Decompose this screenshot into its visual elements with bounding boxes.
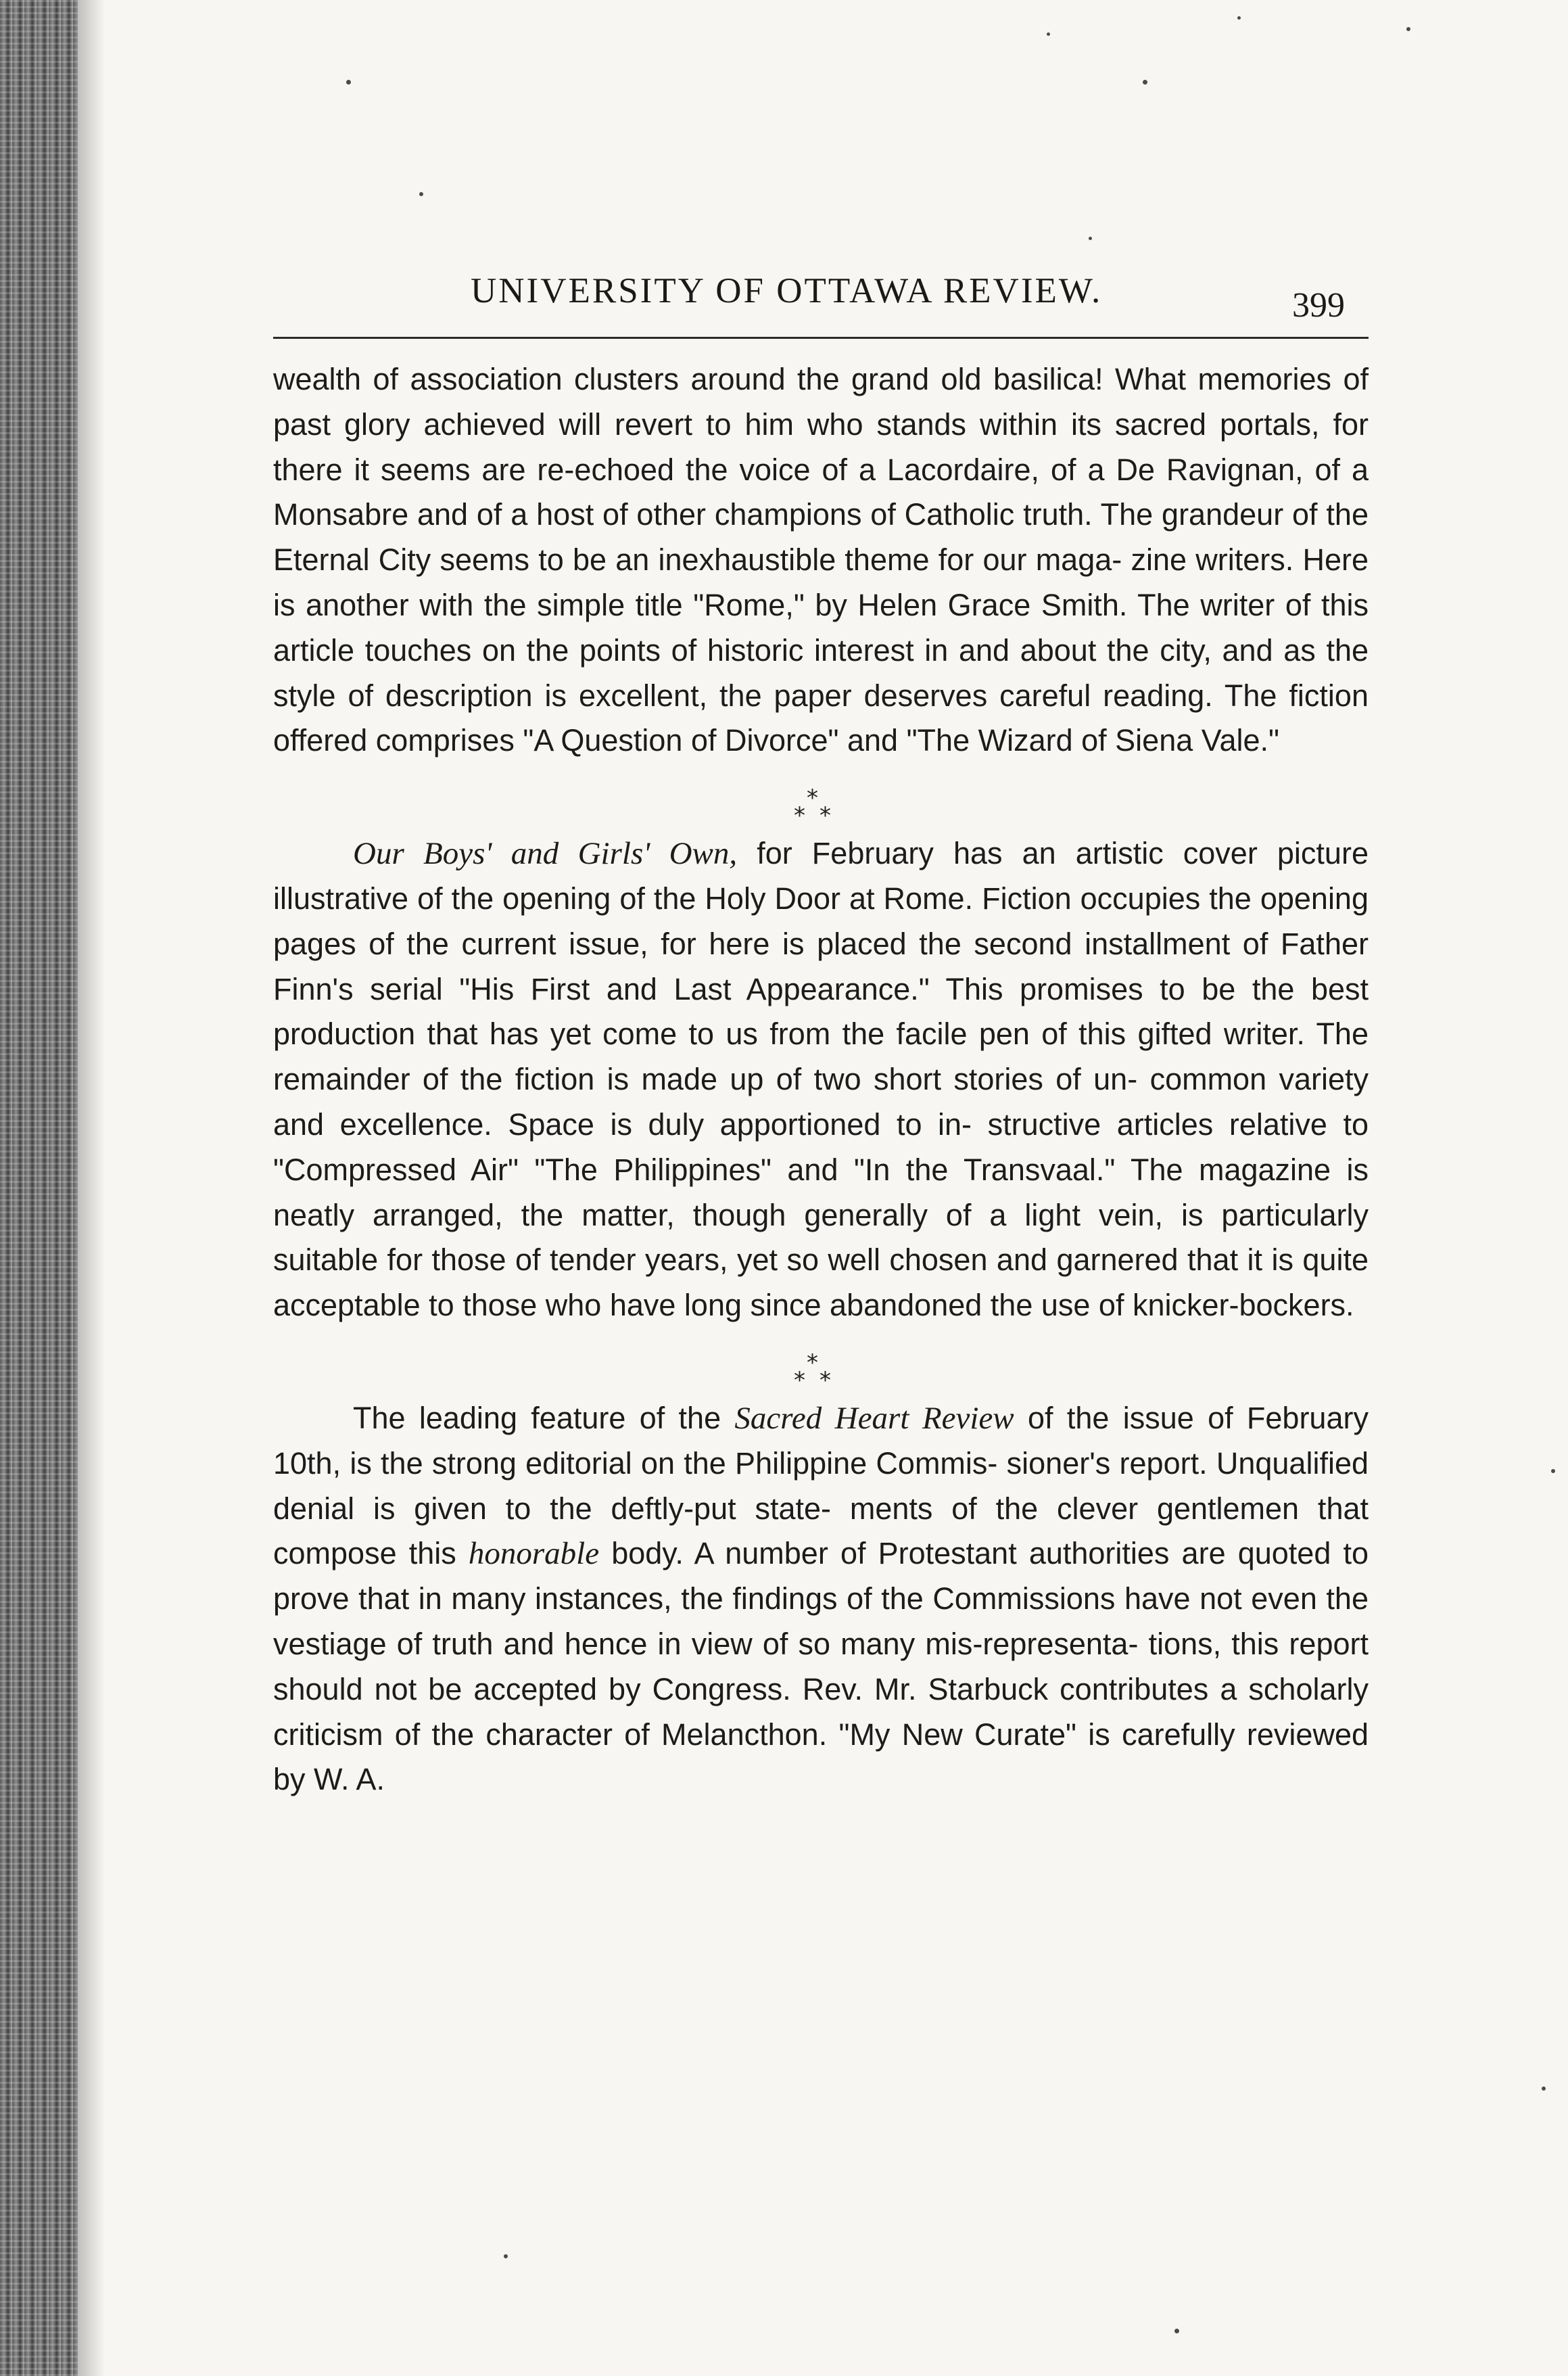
text-line: Wizard of Siena Vale." (978, 723, 1279, 758)
article-body (273, 357, 1369, 1802)
magazine-title: Sacred Heart Review (734, 1400, 1014, 1436)
magazine-title: Our Boys' and Girls' Own, (353, 836, 738, 872)
text-line: sioner's report. Unqualified denial is given to the deftly-put state- (273, 1445, 1369, 1526)
text-line: and "In the Transvaal." The magazine is neatly arranged, the (273, 1152, 1369, 1232)
text-line: points of historic interest in and about the city, and as the style of (273, 632, 1369, 713)
paragraph-sacred-heart-review (273, 1396, 1369, 1802)
section-asterism (273, 1328, 1369, 1396)
paragraph-rome (273, 357, 1369, 764)
text-line: description is excellent, the paper deserves careful reading. The (385, 678, 1277, 713)
text-line: of a host of other champions of Catholic truth. The grandeur of (476, 497, 1318, 532)
text-line: those of tender years, yet so well chosen and garnered that it is (431, 1242, 1293, 1278)
scan-speck (346, 80, 351, 85)
running-title: UNIVERSITY OF OTTAWA REVIEW. (471, 271, 1103, 310)
text-line: for February has an artistic cover (737, 836, 1258, 871)
text-line: the voice of a Lacordaire, of a De Ravignan, of a Monsabre and (273, 452, 1369, 532)
asterism-star: * (807, 785, 818, 812)
scan-speck (1047, 32, 1050, 36)
text-line: matter, though generally of a light vein, is particularly suitable for (273, 1197, 1369, 1278)
text-line: Fiction occupies the opening pages of the current issue, for here is (273, 881, 1369, 961)
text-line: Starbuck contributes a scholarly criticism of the character of (273, 1671, 1369, 1752)
text-line: A number of Protestant authorities are quoted to prove that in (273, 1536, 1369, 1616)
scan-speck (1237, 16, 1241, 20)
scan-speck (1406, 27, 1410, 31)
text-line: Helen Grace Smith. The writer of this article touches on the (273, 587, 1369, 668)
text-line: many instances, the findings of the Commissions have not even the (451, 1581, 1369, 1616)
text-line: and Last Appearance." This promises to be the best production (273, 971, 1369, 1052)
text-line: that has yet come to us from the facile pen of this gifted writer. (427, 1017, 1305, 1052)
text-line: ments of the clever gentlemen that compose this (273, 1491, 1369, 1571)
asterism-star: * (794, 802, 805, 830)
text-line: The remainder of the fiction is made up of two short stories of un- (273, 1017, 1369, 1097)
scan-speck (504, 2254, 508, 2258)
text-line: The leading feature of the (353, 1400, 735, 1435)
text-line: quite acceptable to those who have long since abandoned the (273, 1242, 1369, 1323)
text-line: common variety and excellence. Space is duly apportioned to in- (273, 1062, 1369, 1142)
scan-binding-edge (0, 0, 78, 2376)
asterism-star: * (819, 1366, 831, 1394)
asterism-star: * (794, 1366, 805, 1394)
paragraph-our-boys-and-girls-own (273, 831, 1369, 1328)
header-rule (273, 337, 1369, 339)
scan-speck (419, 192, 423, 196)
text-line: of the issue (1014, 1400, 1194, 1435)
scan-speck (1143, 80, 1147, 85)
scan-speck (1542, 2087, 1546, 2091)
scan-speck (1551, 1469, 1555, 1473)
text-line: vestiage of truth and hence in view of so many mis-representa- (273, 1626, 1139, 1661)
text-line: the Eternal City seems to be an inexhaustible theme for our maga- (273, 497, 1369, 578)
text-line: stands within its sacred portals, for there it seems are re-echoed (273, 406, 1369, 487)
text-line: structive articles relative to "Compressed Air" "The Philippines" (273, 1107, 1369, 1187)
text-line: body. (599, 1536, 684, 1571)
section-asterism (273, 764, 1369, 831)
page-number: 399 (1292, 286, 1345, 325)
text-line: of February 10th, is the strong editorial on the Philippine Commis- (273, 1400, 1369, 1481)
text-line: wealth of association clusters around the grand old basilica! (273, 362, 1103, 396)
running-head (273, 257, 1369, 338)
scan-speck (1089, 237, 1092, 240)
text-line: fiction offered comprises "A Question of Divorce" and "The (273, 678, 1369, 758)
text-line: use of knicker-bockers. (1041, 1288, 1354, 1323)
text-line: placed the second installment of Father Finn's serial "His First (273, 926, 1369, 1006)
text-line: What memories of past glory achieved will revert to him who (273, 362, 1369, 442)
text-line: tions, this report should not be accepted by Congress. Rev. Mr. (273, 1626, 1369, 1706)
emphasis-word: honorable (468, 1536, 600, 1572)
asterism-star: * (807, 1349, 818, 1376)
asterism-star: * (819, 802, 831, 830)
scan-binding-shadow (78, 0, 105, 2376)
text-line: Melancthon. "My New Curate" is carefully reviewed by W. A. (273, 1717, 1369, 1797)
document-page (273, 257, 1369, 1797)
text-line: picture illustrative of the opening of the Holy Door at Rome. (273, 836, 1369, 916)
text-line: zine writers. Here is another with the simple title "Rome," by (273, 542, 1369, 622)
scan-speck (1174, 2329, 1179, 2333)
